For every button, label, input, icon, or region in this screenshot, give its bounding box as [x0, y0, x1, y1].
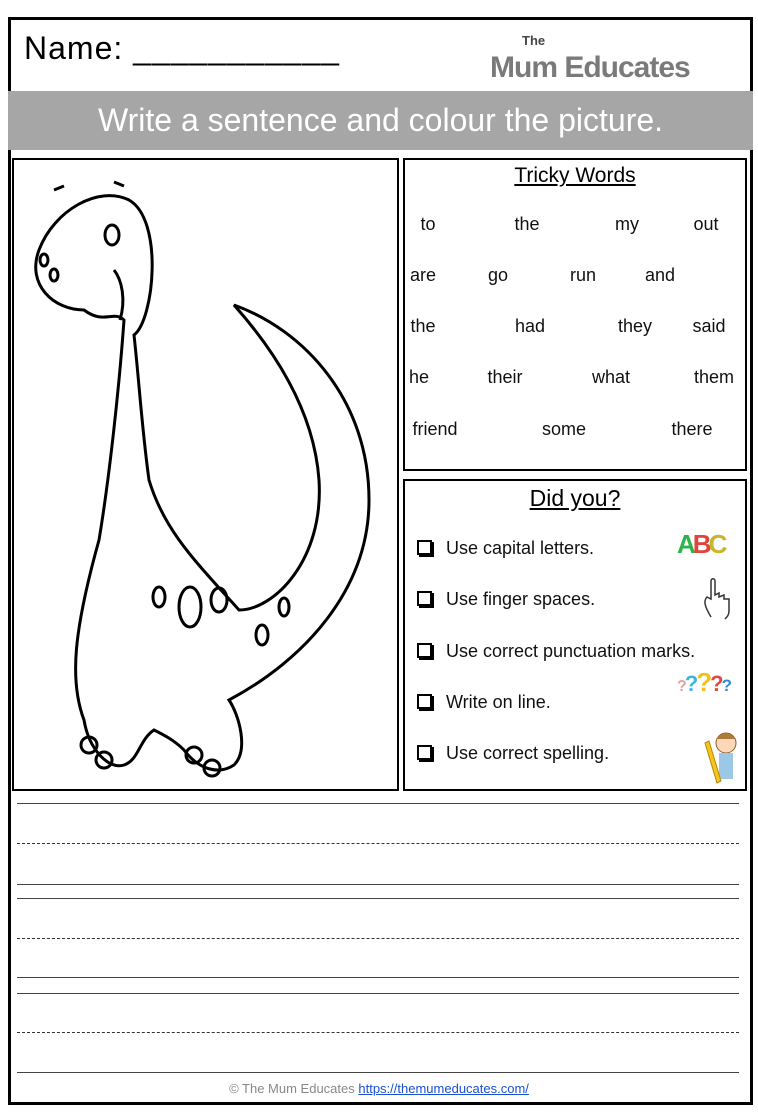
tricky-word: said	[692, 316, 726, 336]
tricky-word: there	[671, 419, 713, 439]
tricky-word: are	[409, 265, 437, 285]
checkbox-icon[interactable]	[417, 540, 432, 555]
writing-line-top	[17, 803, 739, 804]
checklist-label: Use finger spaces.	[446, 589, 596, 609]
writing-line-base	[17, 1072, 739, 1073]
tricky-word: what	[591, 367, 631, 387]
checklist-label: Use correct spelling.	[446, 743, 610, 763]
checklist-item[interactable]	[417, 742, 609, 764]
tricky-word: to	[420, 214, 436, 234]
tricky-word: he	[408, 367, 430, 387]
writing-line-top	[17, 898, 739, 899]
writing-line-base	[17, 884, 739, 885]
writing-line-base	[17, 977, 739, 978]
checklist-box	[403, 479, 747, 791]
child-pencil-icon	[701, 729, 741, 789]
instruction-banner: Write a sentence and colour the picture.	[8, 91, 753, 150]
tricky-word: out	[693, 214, 719, 234]
tricky-word: some	[541, 419, 587, 439]
writing-line-mid	[17, 938, 739, 939]
abc-icon: ABC	[677, 529, 725, 559]
logo: Mum Educates	[490, 51, 690, 84]
tricky-word: my	[615, 214, 639, 234]
tricky-words-title: Tricky Words	[514, 164, 636, 187]
tricky-word: the	[410, 316, 436, 336]
question-marks-icon: ?????	[677, 667, 730, 697]
checklist-item[interactable]	[417, 588, 595, 610]
name-field-label: Name: ___________	[24, 30, 340, 66]
tricky-word: friend	[412, 419, 458, 439]
tricky-words-box	[403, 158, 747, 471]
logo-the: The	[522, 33, 546, 48]
checklist-label: Use correct punctuation marks.	[446, 641, 696, 661]
checklist-title: Did you?	[529, 485, 621, 511]
footer	[0, 1081, 758, 1096]
tricky-word: the	[514, 214, 540, 234]
checkbox-icon[interactable]	[417, 643, 432, 658]
checklist-item[interactable]	[417, 691, 551, 713]
checklist-label: Use capital letters.	[446, 538, 595, 558]
tricky-word: go	[487, 265, 509, 285]
checklist-item[interactable]	[417, 537, 594, 559]
dinosaur-picture-box	[12, 158, 399, 791]
writing-line-mid	[17, 843, 739, 844]
writing-line-mid	[17, 1032, 739, 1033]
tricky-word: their	[487, 367, 523, 387]
tricky-word: they	[617, 316, 653, 336]
pointing-hand-icon	[701, 577, 735, 621]
website-link[interactable]: https://themumeducates.com/	[358, 1081, 529, 1096]
tricky-word: and	[644, 265, 676, 285]
checkbox-icon[interactable]	[417, 591, 432, 606]
copyright: © The Mum Educates	[229, 1081, 355, 1096]
checkbox-icon[interactable]	[417, 694, 432, 709]
checklist-label: Write on line.	[446, 692, 551, 712]
dinosaur-icon	[14, 160, 397, 789]
checklist-item[interactable]	[417, 640, 695, 662]
tricky-word: had	[514, 316, 546, 336]
writing-line-top	[17, 993, 739, 994]
tricky-word: run	[569, 265, 597, 285]
tricky-word: them	[693, 367, 735, 387]
checkbox-icon[interactable]	[417, 745, 432, 760]
